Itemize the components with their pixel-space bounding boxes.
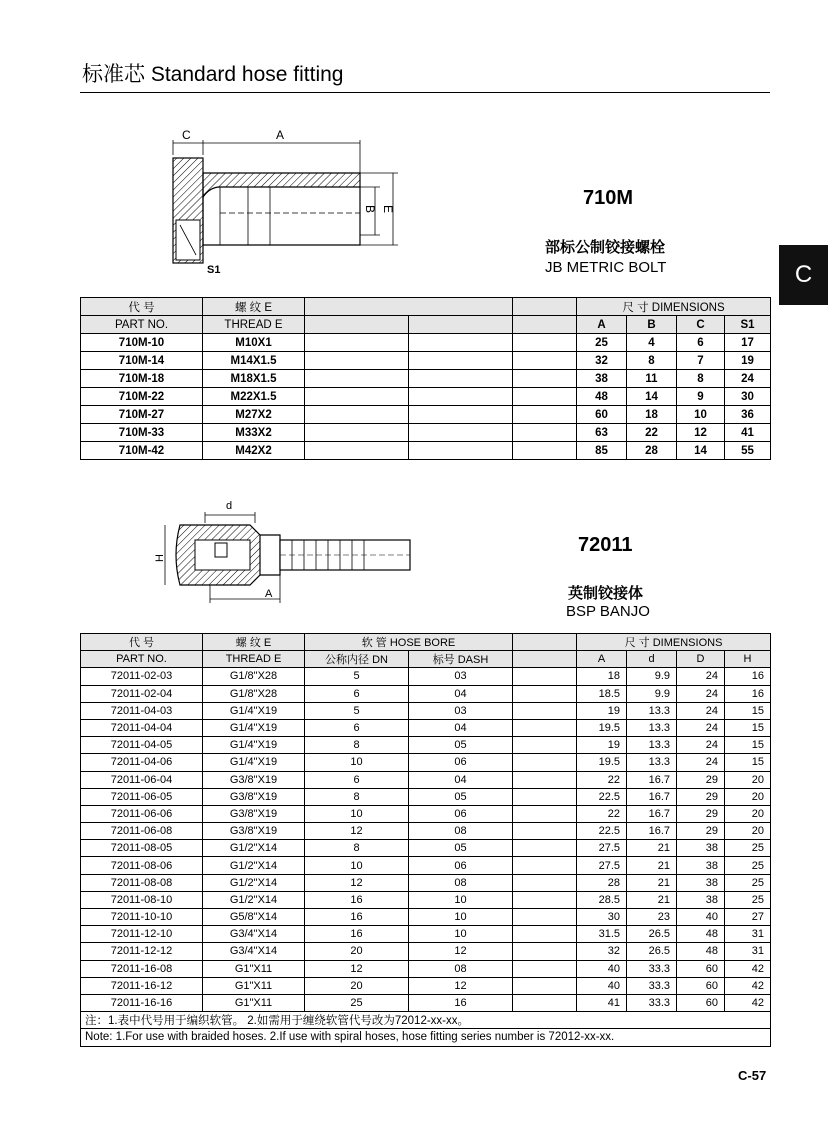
table-cell: 05 [409, 737, 513, 754]
table-cell: 72011-16-12 [81, 977, 203, 994]
table-cell: 25 [725, 857, 771, 874]
table-cell: 21 [627, 840, 677, 857]
table-cell: 16.7 [627, 823, 677, 840]
page-number: C-57 [738, 1068, 767, 1083]
table-cell: 19 [577, 737, 627, 754]
table-cell: 48 [677, 943, 725, 960]
table-cell: 72011-06-08 [81, 823, 203, 840]
th-thread-cn: 螺 纹 E [203, 634, 305, 651]
table-cell: 18.5 [577, 685, 627, 702]
table-row [81, 668, 771, 685]
table-cell: 28.5 [577, 891, 627, 908]
table-row [81, 857, 771, 874]
table-cell: 08 [409, 960, 513, 977]
table-cell-blank [513, 771, 577, 788]
table-cell: 24 [677, 685, 725, 702]
table-cell: 29 [677, 788, 725, 805]
table-row [81, 788, 771, 805]
table-cell: 15 [725, 719, 771, 736]
table-cell: 24 [677, 668, 725, 685]
table-cell: 24 [677, 737, 725, 754]
table-cell: 20 [305, 943, 409, 960]
table-cell-blank [513, 702, 577, 719]
table-cell: 72011-02-03 [81, 668, 203, 685]
note-cn: 注：1.表中代号用于编织软管。 2.如需用于缠绕软管代号改为72012-xx-xx。 [81, 1012, 771, 1029]
th-dimensions: 尺 寸 DIMENSIONS [577, 634, 771, 651]
table-row: 710M-18 M18X1.5 38 11 8 24 [81, 370, 771, 388]
table-cell: 16 [409, 994, 513, 1011]
table-row [81, 874, 771, 891]
table-cell: 05 [409, 788, 513, 805]
table-cell: 08 [409, 823, 513, 840]
table-cell: 72011-04-06 [81, 754, 203, 771]
table-cell: 25 [305, 994, 409, 1011]
table-cell: 72011-12-10 [81, 926, 203, 943]
table-cell: 72011-04-04 [81, 719, 203, 736]
table-cell: 8 [305, 737, 409, 754]
table-cell: 15 [725, 754, 771, 771]
table-cell: 38 [677, 891, 725, 908]
table-cell: 20 [725, 771, 771, 788]
table-cell: 29 [677, 823, 725, 840]
th-code-cn: 代 号 [81, 634, 203, 651]
table-cell: 5 [305, 668, 409, 685]
table-cell: 33.3 [627, 994, 677, 1011]
table-cell: 10 [409, 909, 513, 926]
table-710m [80, 297, 771, 460]
table-cell: 06 [409, 805, 513, 822]
table-cell: G3/4"X14 [203, 926, 305, 943]
table-cell: 38 [677, 840, 725, 857]
th-code-cn: 代 号 [81, 298, 203, 316]
table-cell-blank [513, 857, 577, 874]
th-dn: 公称内径 DN [305, 651, 409, 668]
th-dim-a: A [577, 651, 627, 668]
table-cell: 26.5 [627, 926, 677, 943]
table-cell: 06 [409, 857, 513, 874]
table-cell: 42 [725, 994, 771, 1011]
table-cell: G1/2"X14 [203, 874, 305, 891]
table-row [81, 943, 771, 960]
table-cell: 40 [577, 960, 627, 977]
table-cell: G3/8"X19 [203, 805, 305, 822]
table-cell: 12 [305, 823, 409, 840]
table-cell: G1"X11 [203, 977, 305, 994]
table-cell-blank [513, 926, 577, 943]
table-cell-blank [513, 840, 577, 857]
table-cell: G1/2"X14 [203, 891, 305, 908]
th-dim-c: C [677, 316, 725, 334]
table-cell: 72011-04-05 [81, 737, 203, 754]
table-row: 710M-33 M33X2 63 22 12 41 [81, 424, 771, 442]
table-cell: 6 [305, 685, 409, 702]
table-cell: 72011-10-10 [81, 909, 203, 926]
table-cell: 72011-08-08 [81, 874, 203, 891]
table-cell: 33.3 [627, 960, 677, 977]
dim-label-e: E [381, 205, 395, 214]
th-blank [305, 316, 409, 334]
table-cell: 25 [725, 840, 771, 857]
table-cell: 08 [409, 874, 513, 891]
table-cell: 29 [677, 805, 725, 822]
table-cell: 16.7 [627, 771, 677, 788]
th-hose-bore: 软 管 HOSE BORE [305, 634, 513, 651]
th-blank [513, 651, 577, 668]
table-cell: 24 [677, 702, 725, 719]
table-cell: 5 [305, 702, 409, 719]
table-cell: 16 [305, 926, 409, 943]
table-cell: G1"X11 [203, 960, 305, 977]
table-cell-blank [513, 823, 577, 840]
table-cell: G3/8"X19 [203, 788, 305, 805]
table-row: 710M-27 M27X2 60 18 10 36 [81, 406, 771, 424]
model-710m-name-en: JB METRIC BOLT [545, 259, 667, 276]
table-row [81, 719, 771, 736]
th-blank [409, 316, 513, 334]
table-row [81, 771, 771, 788]
table-cell: 12 [409, 943, 513, 960]
th-thread-cn: 螺 纹 E [203, 298, 305, 316]
th-dim-b: B [627, 316, 677, 334]
table-cell-blank [513, 737, 577, 754]
table-cell: G1/2"X14 [203, 840, 305, 857]
table-cell-blank [513, 685, 577, 702]
table-cell: 6 [305, 771, 409, 788]
table-row [81, 702, 771, 719]
th-thread-en: THREAD E [203, 316, 305, 334]
table-cell: 19.5 [577, 754, 627, 771]
table-cell: 23 [627, 909, 677, 926]
table-cell-blank [513, 874, 577, 891]
table-cell: 13.3 [627, 702, 677, 719]
table-cell: 18 [577, 668, 627, 685]
table-cell-blank [513, 805, 577, 822]
table-cell: 21 [627, 891, 677, 908]
table-cell: 27.5 [577, 857, 627, 874]
dim-label-h: H [154, 554, 166, 562]
table-cell: 25 [725, 874, 771, 891]
table-cell: 16 [305, 909, 409, 926]
table-cell: 04 [409, 719, 513, 736]
table-cell-blank [513, 960, 577, 977]
table-cell: 12 [305, 874, 409, 891]
table-cell: 60 [677, 994, 725, 1011]
table-cell: 13.3 [627, 737, 677, 754]
dim-label-s1: S1 [207, 264, 221, 275]
dim-label-b: B [363, 205, 377, 214]
th-blank [513, 316, 577, 334]
table-cell: 10 [409, 926, 513, 943]
table-cell: 30 [577, 909, 627, 926]
table-cell: 72011-16-16 [81, 994, 203, 1011]
dim-label-a2: A [265, 588, 273, 600]
table-cell: 13.3 [627, 719, 677, 736]
table-cell: 9.9 [627, 685, 677, 702]
table-cell: 10 [305, 857, 409, 874]
table-cell: G1/8"X28 [203, 668, 305, 685]
table-cell: 16 [725, 668, 771, 685]
th-code-en: PART NO. [81, 316, 203, 334]
banjo-72011-drawing [150, 495, 420, 610]
table-cell-blank [513, 943, 577, 960]
table-cell: 20 [725, 788, 771, 805]
table-cell: 19 [577, 702, 627, 719]
table-cell: 72011-02-04 [81, 685, 203, 702]
th-dimensions: 尺 寸 DIMENSIONS [577, 298, 771, 316]
table-cell: 32 [577, 943, 627, 960]
table-row [81, 926, 771, 943]
table-cell-blank [513, 909, 577, 926]
table-cell: 20 [725, 823, 771, 840]
table-cell: 42 [725, 977, 771, 994]
th-blank [305, 298, 513, 316]
th-dim-d-small: d [627, 651, 677, 668]
table-cell: 06 [409, 754, 513, 771]
table-cell: G3/8"X19 [203, 823, 305, 840]
table-row [81, 994, 771, 1011]
table-cell: G1/4"X19 [203, 737, 305, 754]
table-cell: 04 [409, 771, 513, 788]
table-cell: 72011-06-04 [81, 771, 203, 788]
table-cell: 24 [677, 754, 725, 771]
table-72011 [80, 633, 771, 1047]
table-cell: 72011-08-05 [81, 840, 203, 857]
table-cell: 13.3 [627, 754, 677, 771]
model-710m-name-cn: 部标公制铰接螺栓 [545, 239, 666, 256]
table-cell: 22.5 [577, 788, 627, 805]
table-cell: 15 [725, 737, 771, 754]
table-cell: 15 [725, 702, 771, 719]
table-row: 710M-22 M22X1.5 48 14 9 30 [81, 388, 771, 406]
page-title: 标准芯 Standard hose fitting [82, 63, 344, 86]
th-dim-d: D [677, 651, 725, 668]
th-dash: 标号 DASH [409, 651, 513, 668]
table-cell-blank [513, 788, 577, 805]
th-blank [513, 298, 577, 316]
table-cell: 40 [577, 977, 627, 994]
table-cell: 04 [409, 685, 513, 702]
dim-label-d: d [226, 500, 233, 512]
table-cell: 72011-06-06 [81, 805, 203, 822]
table-cell: 8 [305, 788, 409, 805]
table-cell: 9.9 [627, 668, 677, 685]
section-tab[interactable]: C [779, 245, 828, 305]
table-cell-blank [513, 994, 577, 1011]
table-cell: 48 [677, 926, 725, 943]
table-cell: 31 [725, 943, 771, 960]
table-cell: 05 [409, 840, 513, 857]
table-cell: 38 [677, 874, 725, 891]
th-dim-s1: S1 [725, 316, 771, 334]
table-cell-blank [513, 977, 577, 994]
table-cell: 42 [725, 960, 771, 977]
table-cell: G1"X11 [203, 994, 305, 1011]
table-cell: 33.3 [627, 977, 677, 994]
table-row: 710M-10 M10X1 25 4 6 17 [81, 334, 771, 352]
table-cell: 6 [305, 719, 409, 736]
table-row [81, 909, 771, 926]
table-row [81, 891, 771, 908]
table-cell: 12 [305, 960, 409, 977]
table-cell: 60 [677, 977, 725, 994]
table-cell: 72011-12-12 [81, 943, 203, 960]
table-cell-blank [513, 719, 577, 736]
table-cell: 31 [725, 926, 771, 943]
table-row [81, 685, 771, 702]
table-cell: 26.5 [627, 943, 677, 960]
table-cell: 22.5 [577, 823, 627, 840]
dim-label-a: A [276, 128, 285, 142]
table-cell: 20 [305, 977, 409, 994]
table-cell: 10 [409, 891, 513, 908]
table-cell: 10 [305, 805, 409, 822]
table-cell: 31.5 [577, 926, 627, 943]
model-710m: 710M [583, 187, 634, 209]
table-cell: 16.7 [627, 805, 677, 822]
table-cell: 16 [305, 891, 409, 908]
table-cell-blank [513, 668, 577, 685]
table-cell: 22 [577, 771, 627, 788]
table-cell: 41 [577, 994, 627, 1011]
table-cell: 27 [725, 909, 771, 926]
table-row [81, 805, 771, 822]
table-row: 710M-14 M14X1.5 32 8 7 19 [81, 352, 771, 370]
table-cell: G1/2"X14 [203, 857, 305, 874]
model-72011-name-cn: 英制铰接体 [568, 585, 644, 602]
bolt-710m-drawing [160, 125, 410, 275]
table-row [81, 754, 771, 771]
table-cell: G1/4"X19 [203, 719, 305, 736]
table-row [81, 977, 771, 994]
note-en: Note: 1.For use with braided hoses. 2.If use with spiral hoses, hose fitting series number is 72012-xx-xx. [81, 1029, 771, 1046]
table-row: 710M-42 M42X2 85 28 14 55 [81, 442, 771, 460]
table-cell: 20 [725, 805, 771, 822]
table-cell: 28 [577, 874, 627, 891]
table-cell: 25 [725, 891, 771, 908]
table-cell: 03 [409, 668, 513, 685]
table-cell: 21 [627, 857, 677, 874]
table-cell: 72011-08-06 [81, 857, 203, 874]
table-cell: 29 [677, 771, 725, 788]
th-dim-a: A [577, 316, 627, 334]
table-cell: 16 [725, 685, 771, 702]
table-cell-blank [513, 891, 577, 908]
table-cell: G1/4"X19 [203, 754, 305, 771]
table-cell: 24 [677, 719, 725, 736]
th-blank [513, 634, 577, 651]
table-cell: 60 [677, 960, 725, 977]
table-row [81, 737, 771, 754]
table-cell: G1/8"X28 [203, 685, 305, 702]
table-row [81, 840, 771, 857]
table-cell: 19.5 [577, 719, 627, 736]
dim-label-c: C [182, 128, 191, 142]
table-cell: G1/4"X19 [203, 702, 305, 719]
table-cell: G3/4"X14 [203, 943, 305, 960]
table-cell: 72011-06-05 [81, 788, 203, 805]
table-cell-blank [513, 754, 577, 771]
table-cell: 03 [409, 702, 513, 719]
table-cell: 12 [409, 977, 513, 994]
table-cell: 22 [577, 805, 627, 822]
th-dim-h: H [725, 651, 771, 668]
model-72011: 72011 [578, 534, 633, 556]
model-72011-name-en: BSP BANJO [566, 603, 650, 620]
th-thread-en: THREAD E [203, 651, 305, 668]
table-cell: G5/8"X14 [203, 909, 305, 926]
table-cell: 40 [677, 909, 725, 926]
table-cell: 72011-04-03 [81, 702, 203, 719]
th-code-en: PART NO. [81, 651, 203, 668]
table-cell: G3/8"X19 [203, 771, 305, 788]
table-row [81, 960, 771, 977]
header-divider [80, 92, 770, 93]
table-cell: 10 [305, 754, 409, 771]
table-cell: 27.5 [577, 840, 627, 857]
table-row [81, 823, 771, 840]
table-cell: 16.7 [627, 788, 677, 805]
table-cell: 72011-08-10 [81, 891, 203, 908]
table-cell: 38 [677, 857, 725, 874]
table-cell: 72011-16-08 [81, 960, 203, 977]
table-cell: 21 [627, 874, 677, 891]
table-cell: 8 [305, 840, 409, 857]
